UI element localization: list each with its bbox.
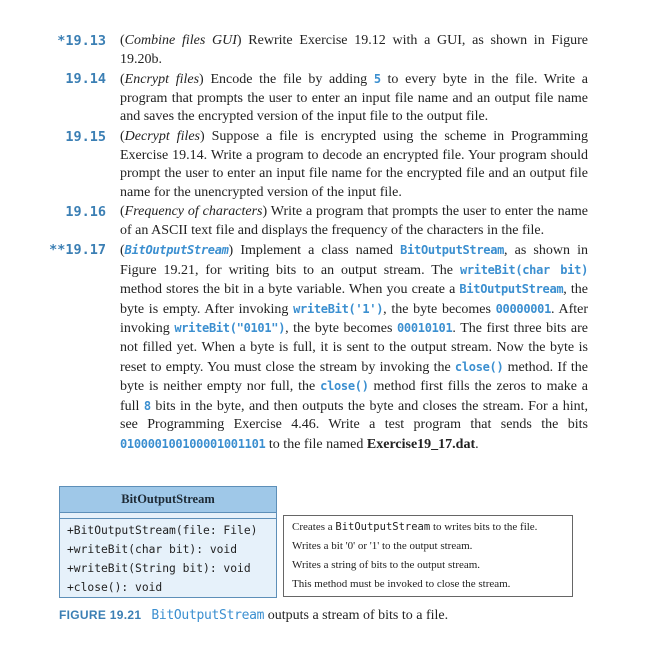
exercise-body: , the byte becomes (285, 321, 393, 337)
figure-caption (59, 608, 448, 624)
exercise-number: *19.13 (57, 33, 106, 49)
code-literal: 010000100100001001101 (120, 436, 266, 451)
uml-notes-box (283, 515, 573, 597)
note-code: BitOutputStream (335, 521, 431, 533)
code-literal: 00010101 (397, 321, 453, 336)
exercise-body: to the file named (268, 436, 364, 452)
uml-operations (60, 519, 276, 597)
code-literal: writeBit(char bit) (459, 262, 588, 277)
code-literal: close() (320, 379, 369, 394)
exercise-number: 19.15 (65, 129, 106, 145)
uml-note (292, 520, 537, 534)
uml-operation: +writeBit(char bit): void (67, 543, 238, 556)
code-literal: BitOutputStream (400, 243, 505, 257)
code-literal: writeBit('1') (293, 301, 384, 316)
exercise-text: (Combine files GUI) Rewrite Exercise 19.12 with a GUI, as shown in Figure 19.20b. (120, 33, 588, 67)
exercise-text: (BitOutputStream) Implement a class named BitOutputStream, as shown in Figure 19.21, for writing bits to an output stream. The writeBit(char bit) method stores the bit in a byte variable. When you create a BitOutputStream, the byte is empty. After invoking writeBit('1'), the byte becomes 00000001. After invoking writeBit("0101"), the byte becomes 00010101. The first three bits are not filled yet. When a byte is full, it is sent to the output stream. Now the byte is reset to empty. You must close the stream by invoking the close() method. If the byte is neither empty nor full, the close() method first fills the zeros to make a full 8 bits in the byte, and then outputs the byte and closes the stream. For a hint, see Programming Exercise 4.46. Write a test program that sends the bits 010000100100001001101 to the file named Exercise19_17.dat. (120, 243, 589, 452)
exercise-title: Encrypt files (124, 72, 200, 87)
code-literal: 00000001 (495, 301, 552, 316)
code-literal: 5 (373, 72, 381, 86)
exercise-body: method stores the bit in a byte variable. When you create a (120, 282, 456, 298)
exercise-body: Rewrite Exercise 19.12 with a GUI, as shown in Figure 19.20b. (120, 33, 588, 67)
exercise-title: Combine files GUI (124, 33, 237, 48)
uml-note: This method must be invoked to close the stream. (292, 578, 511, 590)
uml-class-diagram (59, 486, 277, 598)
exercise-text: (Encrypt files) Encode the file by adding 5 to every byte in the file. Write a program that prompts the user to enter an input file name and an output file name and saves the encrypted version of the input file to the output file. (120, 72, 589, 125)
exercise-body: . After invoking (120, 301, 588, 337)
exercise-title: BitOutputStream (124, 243, 229, 257)
exercise-title: Decrypt files (124, 129, 201, 144)
exercise-body: bits in the byte, and then outputs the byte and closes the stream. For a hint, see Programming Exercise 4.46. Write a test program that sends the bits (120, 398, 589, 433)
exercise-body: to every byte in the file. Write a program that prompts the user to enter an input file name and an output file name and saves the encrypted version of the input file to the output file. (120, 72, 589, 125)
code-literal: BitOutputStream (459, 282, 564, 297)
uml-class-name: BitOutputStream (60, 487, 276, 513)
exercise-text: (Decrypt files) Suppose a file is encrypted using the scheme in Programming Exercise 19.14. Write a program to decode an encrypted file. Your program should prompt the user to enter an input file name for the encrypted file and an output file name for the unencrypted version of the input file. (120, 129, 589, 200)
uml-operation: +BitOutputStream(file: File) (67, 524, 258, 537)
caption-code: BitOutputStream (151, 608, 265, 623)
exercise-body: method first fills the zeros to make a full (120, 379, 589, 414)
exercise-number: 19.14 (65, 71, 106, 87)
uml-note: Writes a bit '0' or '1' to the output stream. (292, 540, 473, 552)
exercise-body: method. If the byte is neither empty nor full, the (120, 359, 589, 395)
exercise-number: 19.16 (65, 204, 106, 220)
uml-operation: +close(): void (67, 581, 163, 594)
uml-note: Writes a string of bits to the output stream. (292, 559, 481, 571)
note-text: to writes bits to the file. (432, 521, 538, 533)
exercise-body: , the byte is empty. After invoking (120, 282, 589, 317)
exercise-number: **19.17 (49, 242, 106, 258)
note-text: Creates a (292, 521, 333, 533)
exercise-body: Implement a class named (240, 243, 394, 258)
exercise-body: , the byte becomes (383, 301, 491, 317)
exercise-body: Write a program that prompts the user to enter the name of an ASCII text file and displays the frequency of the characters in the file. (120, 204, 588, 238)
exercise-body: Encode the file by adding (210, 72, 368, 87)
caption-text: outputs a stream of bits to a file. (267, 608, 449, 623)
file-name: Exercise19_17.dat (366, 436, 476, 452)
exercise-body: . The first three bits are not filled yet. When a byte is full, it is sent to the output stream. Now the byte is reset to empty. You must close the stream by invoking the (120, 321, 588, 375)
code-literal: close() (454, 359, 504, 374)
uml-operation: +writeBit(String bit): void (67, 562, 251, 575)
code-literal: 8 (143, 398, 151, 413)
exercise-body: , as shown in Figure 19.21, for writing bits to an output stream. The (120, 243, 588, 278)
exercise-body: Suppose a file is encrypted using the scheme in Programming Exercise 19.14. Write a program to decode an encrypted file. Your program should prompt the user to enter an input file name for the encrypted file and an output file name for the unencrypted version of the input file. (120, 129, 589, 200)
figure-label: FIGURE 19.21 (59, 608, 142, 622)
exercise-body: . (475, 436, 479, 452)
exercise-title: Frequency of characters (124, 204, 263, 219)
code-literal: writeBit("0101") (174, 321, 286, 336)
exercise-text: (Frequency of characters) Write a program that prompts the user to enter the name of an ASCII text file and displays the frequency of the characters in the file. (120, 204, 588, 238)
